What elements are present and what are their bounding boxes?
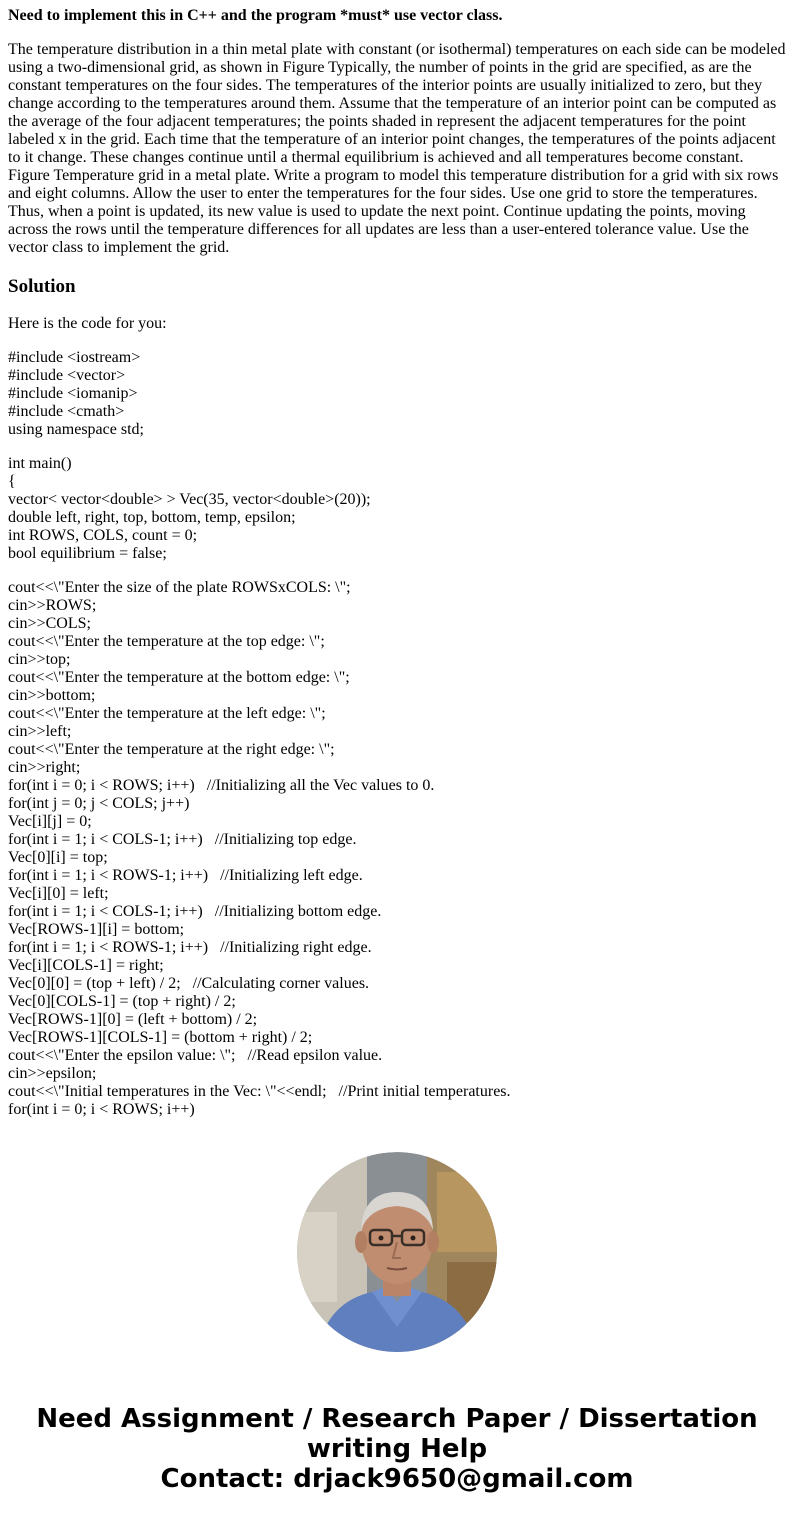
code-line: for(int i = 1; i < COLS-1; i++) //Initializing top edge. — [8, 831, 357, 848]
code-line: Vec[0][COLS-1] = (top + right) / 2; — [8, 993, 236, 1010]
solution-heading: Solution — [8, 276, 76, 297]
code-line: double left, right, top, bottom, temp, epsilon; — [8, 509, 296, 526]
code-line: Vec[ROWS-1][COLS-1] = (bottom + right) / 2; — [8, 1029, 313, 1046]
promo-line-2: writing Help — [306, 1434, 488, 1464]
code-line: for(int i = 1; i < ROWS-1; i++) //Initializing left edge. — [8, 867, 363, 884]
code-line: #include <cmath> — [8, 403, 125, 420]
code-line: #include <iomanip> — [8, 385, 138, 402]
code-line: Vec[0][0] = (top + left) / 2; //Calculating corner values. — [8, 975, 370, 992]
code-line: vector< vector<double> > Vec(35, vector<double>(20)); — [8, 491, 371, 508]
code-line: #include <iostream> — [8, 349, 141, 366]
solution-intro: Here is the code for you: — [8, 315, 167, 332]
promo-line-1: Need Assignment / Research Paper / Dissertation — [36, 1404, 758, 1434]
promo-contact-email[interactable]: Contact: drjack9650@gmail.com — [160, 1464, 634, 1494]
code-line: cin>>right; — [8, 759, 81, 776]
code-line: Vec[ROWS-1][0] = (left + bottom) / 2; — [8, 1011, 258, 1028]
code-line: Vec[ROWS-1][i] = bottom; — [8, 921, 185, 938]
code-line: cin>>epsilon; — [8, 1065, 97, 1082]
person-portrait-icon — [297, 1152, 497, 1352]
code-line: bool equilibrium = false; — [8, 545, 167, 562]
code-line: cout<<\"Enter the temperature at the right edge: \"; — [8, 741, 335, 758]
code-line: Vec[i][j] = 0; — [8, 813, 92, 830]
code-line: int ROWS, COLS, count = 0; — [8, 527, 198, 544]
code-line: cin>>ROWS; — [8, 597, 97, 614]
code-line: cin>>bottom; — [8, 687, 96, 704]
code-line: cout<<\"Enter the temperature at the top edge: \"; — [8, 633, 325, 650]
code-line: Vec[0][i] = top; — [8, 849, 108, 866]
code-line: for(int i = 0; i < ROWS; i++) — [8, 1101, 195, 1118]
code-line: for(int i = 0; i < ROWS; i++) //Initializing all the Vec values to 0. — [8, 777, 435, 794]
code-line: cout<<\"Initial temperatures in the Vec: \"<<endl; //Print initial temperatures. — [8, 1083, 511, 1100]
code-line: for(int i = 1; i < ROWS-1; i++) //Initializing right edge. — [8, 939, 372, 956]
code-line: cin>>left; — [8, 723, 72, 740]
tutor-avatar — [297, 1152, 497, 1352]
question-title: Need to implement this in C++ and the program *must* use vector class. — [8, 7, 503, 24]
code-line: int main() — [8, 455, 72, 472]
question-answer-page — [8, 0, 788, 1119]
code-line: for(int j = 0; j < COLS; j++) — [8, 795, 190, 812]
promo-banner — [0, 1404, 794, 1494]
code-line: cout<<\"Enter the epsilon value: \"; //Read epsilon value. — [8, 1047, 383, 1064]
code-line: cout<<\"Enter the temperature at the left edge: \"; — [8, 705, 326, 722]
code-line: cout<<\"Enter the size of the plate ROWSxCOLS: \"; — [8, 579, 351, 596]
code-line: using namespace std; — [8, 421, 144, 438]
code-line: #include <vector> — [8, 367, 126, 384]
code-includes — [8, 349, 788, 439]
code-line: { — [8, 473, 16, 490]
code-line: cin>>COLS; — [8, 615, 91, 632]
code-line: cout<<\"Enter the temperature at the bottom edge: \"; — [8, 669, 350, 686]
code-main-declarations — [8, 455, 788, 563]
code-main-body — [8, 579, 788, 1119]
code-line: cin>>top; — [8, 651, 71, 668]
code-line: Vec[i][0] = left; — [8, 885, 109, 902]
question-body: The temperature distribution in a thin metal plate with constant (or isothermal) temperatures on each side can be modeled using a two-dimensional grid, as shown in Figure Typically, the number of points in the grid are specified, as are the constant temperatures on the four sides. The temperatures of the interior points are usually initialized to zero, but they change according to the temperatures around them. Assume that the temperature of an interior point can be computed as the average of the four adjacent temperatures; the points shaded in represent the adjacent temperatures for the point labeled x in the grid. Each time that the temperature of an interior point changes, the temperatures of the points adjacent to it change. These changes continue until a thermal equilibrium is achieved and all temperatures become constant. Figure Temperature grid in a metal plate. Write a program to model this temperature distribution for a grid with six rows and eight columns. Allow the user to enter the temperatures for the four sides. Use one grid to store the temperatures. Thus, when a point is updated, its new value is used to update the next point. Continue updating the points, moving across the rows until the temperature differences for all updates are less than a user-entered tolerance value. Use the vector class to implement the grid. — [8, 41, 786, 256]
code-line: for(int i = 1; i < COLS-1; i++) //Initializing bottom edge. — [8, 903, 382, 920]
code-line: Vec[i][COLS-1] = right; — [8, 957, 164, 974]
